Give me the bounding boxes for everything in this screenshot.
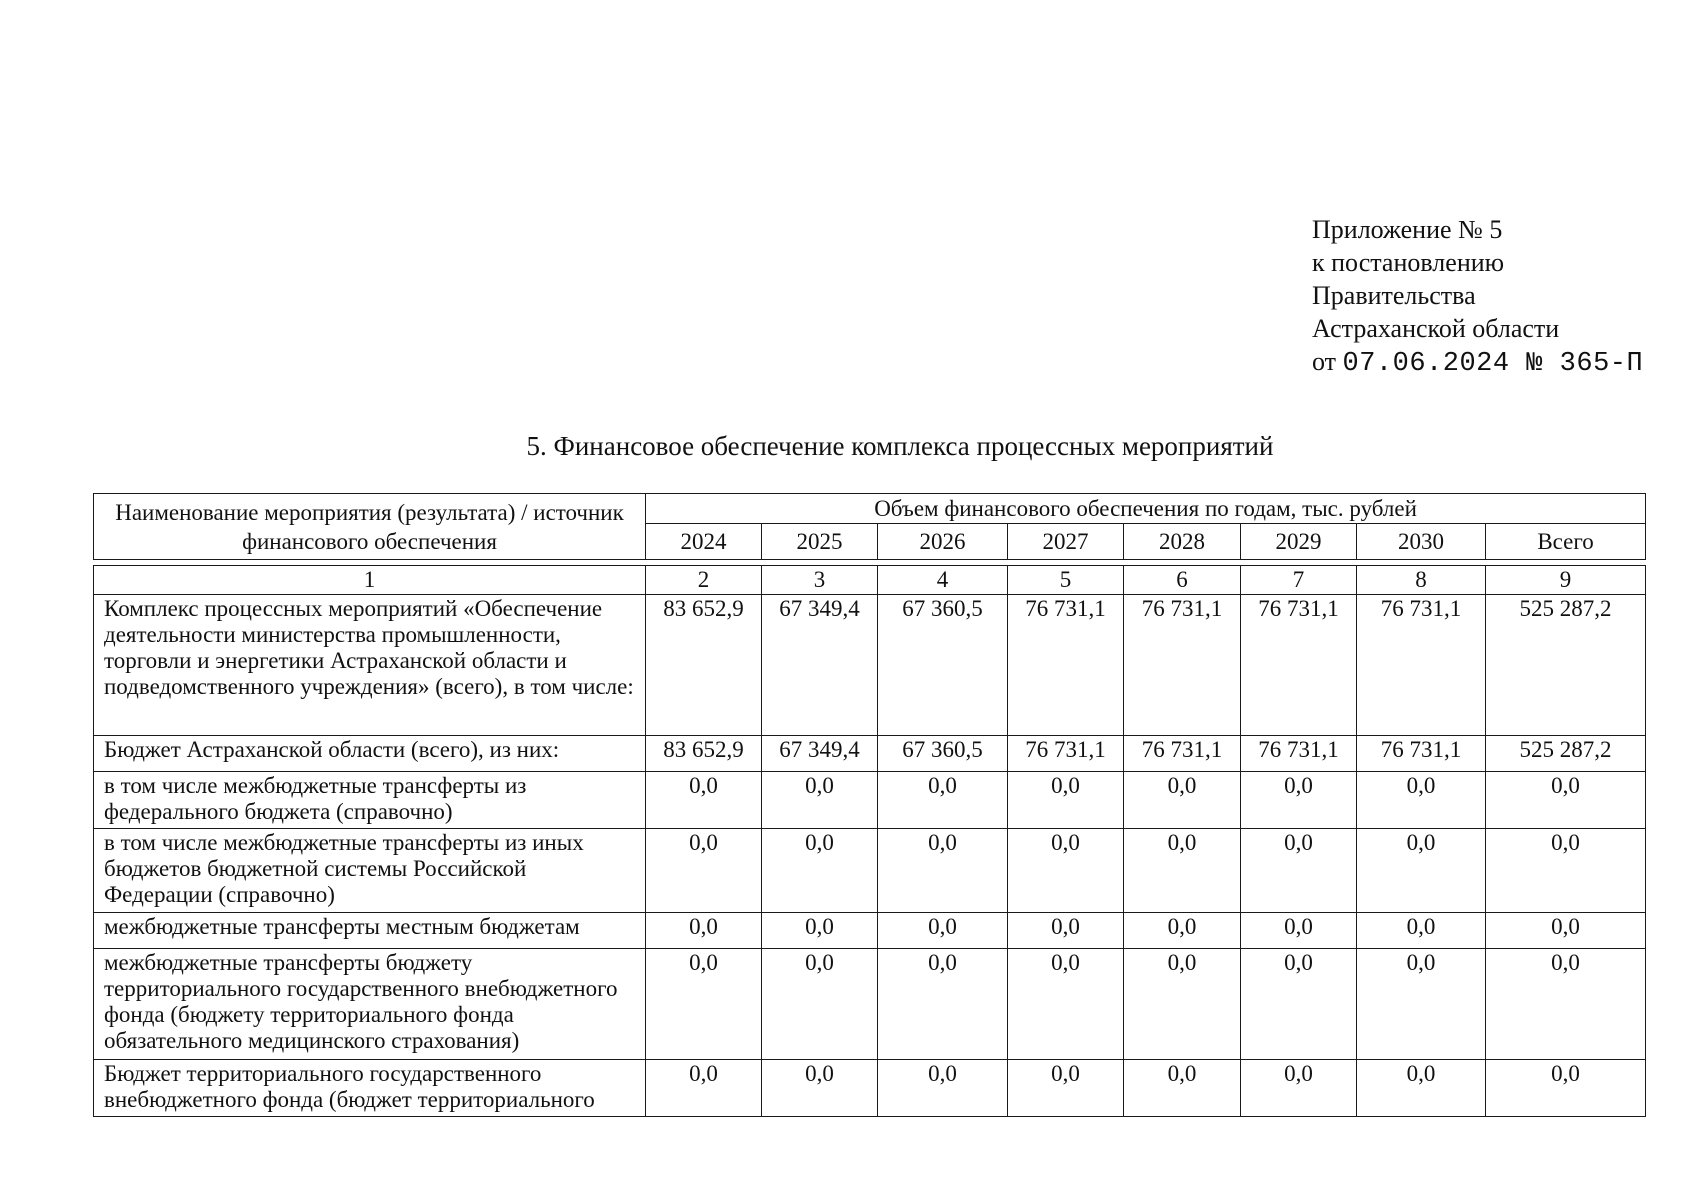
appendix-line-3: Правительства — [1312, 281, 1476, 310]
column-number: 2 — [646, 566, 762, 595]
financing-table — [93, 493, 1646, 1117]
row-name: межбюджетные трансферты бюджету территориального государственного внебюджетного фонда (бюджету территориального фонда обязательного медицинского страхования) — [94, 949, 646, 1060]
cell-value: 0,0 — [1241, 1060, 1357, 1117]
cell-value: 76 731,1 — [1008, 736, 1124, 772]
cell-value: 0,0 — [878, 829, 1008, 913]
cell-value: 67 360,5 — [878, 595, 1008, 736]
header-name-column: Наименование мероприятия (результата) / источник финансового обеспечения — [94, 494, 646, 560]
header-year: 2025 — [762, 524, 878, 560]
appendix-date-number: 07.06.2024 № 365-П — [1342, 349, 1644, 379]
table-row — [94, 829, 1646, 913]
cell-value: 0,0 — [1124, 772, 1241, 829]
appendix-line-2: к постановлению — [1312, 248, 1505, 277]
cell-value: 0,0 — [1357, 913, 1486, 949]
cell-value: 76 731,1 — [1008, 595, 1124, 736]
header-row-group — [94, 494, 1646, 524]
cell-value: 0,0 — [1008, 913, 1124, 949]
appendix-date-prefix: от — [1312, 347, 1337, 376]
appendix-line-4: Астраханской области — [1312, 314, 1560, 343]
cell-value: 0,0 — [878, 1060, 1008, 1117]
row-name: Комплекс процессных мероприятий «Обеспечение деятельности министерства промышленности, торговли и энергетики Астраханской области и подведомственного учреждения» (всего), в том числе: — [94, 595, 646, 736]
cell-value: 0,0 — [878, 913, 1008, 949]
header-total: Всего — [1486, 524, 1646, 560]
cell-value: 0,0 — [762, 829, 878, 913]
cell-value: 0,0 — [646, 829, 762, 913]
cell-value: 67 349,4 — [762, 736, 878, 772]
column-number: 8 — [1357, 566, 1486, 595]
row-name: в том числе межбюджетные трансферты из иных бюджетов бюджетной системы Российской Федерации (справочно) — [94, 829, 646, 913]
header-year: 2026 — [878, 524, 1008, 560]
cell-value: 0,0 — [762, 913, 878, 949]
row-name: в том числе межбюджетные трансферты из федерального бюджета (справочно) — [94, 772, 646, 829]
cell-value: 0,0 — [646, 913, 762, 949]
column-number: 3 — [762, 566, 878, 595]
cell-value: 0,0 — [762, 1060, 878, 1117]
column-numbers-row — [94, 566, 1646, 595]
row-name: межбюджетные трансферты местным бюджетам — [94, 913, 646, 949]
header-year: 2030 — [1357, 524, 1486, 560]
header-year: 2028 — [1124, 524, 1241, 560]
row-name-text: Бюджет территориального государственного внебюджетного фонда (бюджет территориального — [104, 1061, 595, 1112]
cell-total: 0,0 — [1486, 949, 1646, 1060]
cell-value: 0,0 — [1357, 772, 1486, 829]
row-name: Бюджет Астраханской области (всего), из них: — [94, 736, 646, 772]
table-row — [94, 913, 1646, 949]
cell-value: 0,0 — [878, 772, 1008, 829]
cell-total: 0,0 — [1486, 1060, 1646, 1117]
cell-value: 0,0 — [1124, 913, 1241, 949]
cell-value: 76 731,1 — [1241, 736, 1357, 772]
header-year: 2027 — [1008, 524, 1124, 560]
cell-value: 76 731,1 — [1357, 595, 1486, 736]
financing-table-container — [93, 493, 1645, 1117]
table-row — [94, 595, 1646, 736]
column-number: 1 — [94, 566, 646, 595]
appendix-date-line — [1312, 345, 1643, 381]
column-number: 4 — [878, 566, 1008, 595]
cell-value: 67 349,4 — [762, 595, 878, 736]
table-row — [94, 772, 1646, 829]
cell-total: 0,0 — [1486, 772, 1646, 829]
row-name — [94, 1060, 646, 1117]
header-year: 2029 — [1241, 524, 1357, 560]
cell-value: 0,0 — [1241, 829, 1357, 913]
cell-value: 0,0 — [1241, 949, 1357, 1060]
cell-total: 0,0 — [1486, 913, 1646, 949]
table-row — [94, 1060, 1646, 1117]
cell-total: 0,0 — [1486, 829, 1646, 913]
cell-value: 76 731,1 — [1241, 595, 1357, 736]
column-number: 7 — [1241, 566, 1357, 595]
document-title: 5. Финансовое обеспечение комплекса процессных мероприятий — [526, 431, 1274, 461]
header-financing-group: Объем финансового обеспечения по годам, тыс. рублей — [646, 494, 1646, 524]
cell-value: 0,0 — [1008, 949, 1124, 1060]
cell-value: 67 360,5 — [878, 736, 1008, 772]
column-number: 5 — [1008, 566, 1124, 595]
cell-value: 0,0 — [1241, 772, 1357, 829]
cell-value: 0,0 — [762, 949, 878, 1060]
cell-value: 76 731,1 — [1124, 736, 1241, 772]
appendix-block — [1312, 213, 1643, 381]
cell-value: 0,0 — [1008, 829, 1124, 913]
cell-value: 0,0 — [1124, 949, 1241, 1060]
appendix-line-1: Приложение № 5 — [1312, 215, 1503, 244]
cell-value: 76 731,1 — [1124, 595, 1241, 736]
cell-value: 0,0 — [762, 772, 878, 829]
cell-value: 0,0 — [1357, 829, 1486, 913]
cell-value: 0,0 — [646, 772, 762, 829]
cell-value: 0,0 — [1124, 829, 1241, 913]
column-number: 6 — [1124, 566, 1241, 595]
cell-value: 0,0 — [1357, 1060, 1486, 1117]
cell-value: 83 652,9 — [646, 736, 762, 772]
cell-value: 0,0 — [646, 1060, 762, 1117]
cell-value: 76 731,1 — [1357, 736, 1486, 772]
cell-value: 0,0 — [1008, 772, 1124, 829]
cell-value: 0,0 — [1357, 949, 1486, 1060]
cell-total: 525 287,2 — [1486, 595, 1646, 736]
cell-value: 0,0 — [1241, 913, 1357, 949]
cell-value: 0,0 — [646, 949, 762, 1060]
table-row — [94, 736, 1646, 772]
cell-value: 0,0 — [878, 949, 1008, 1060]
column-number: 9 — [1486, 566, 1646, 595]
cell-value: 83 652,9 — [646, 595, 762, 736]
table-row — [94, 949, 1646, 1060]
cell-value: 0,0 — [1008, 1060, 1124, 1117]
header-year: 2024 — [646, 524, 762, 560]
cell-total: 525 287,2 — [1486, 736, 1646, 772]
cell-value: 0,0 — [1124, 1060, 1241, 1117]
